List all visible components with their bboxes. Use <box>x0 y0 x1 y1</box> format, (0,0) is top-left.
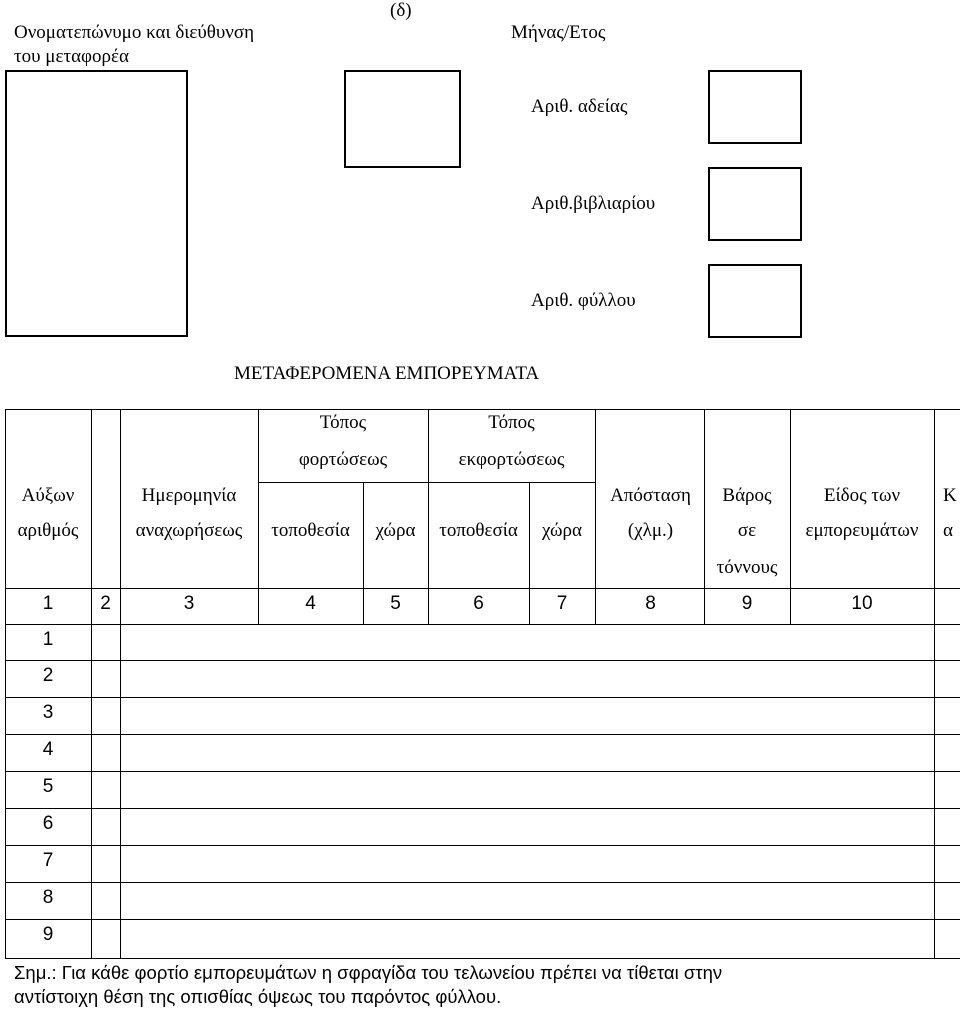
loading-country-header: χώρα <box>375 520 416 541</box>
table-row-divider <box>5 697 960 698</box>
section-title: ΜΕΤΑΦΕΡΟΜΕΝΑ ΕΜΠΟΡΕΥΜΑΤΑ <box>234 363 540 384</box>
weight-header-line2: σε <box>737 520 757 541</box>
month-year-box[interactable] <box>344 70 461 168</box>
row-number: 4 <box>42 739 54 760</box>
loading-place-header-line2: φορτώσεως <box>298 449 388 470</box>
table-row-divider <box>5 808 960 809</box>
table-border-bottom <box>5 958 960 959</box>
table-col-divider <box>790 409 791 624</box>
footnote-line1: Σημ.: Για κάθε φορτίο εμπορευμάτων η σφραγίδα του τελωνείου πρέπει να τίθεται στην <box>14 962 723 983</box>
place-subheader-divider <box>258 482 595 483</box>
row-number: 3 <box>42 702 54 723</box>
footnote-line2: αντίστοιχη θέση της οπισθίας όψεως του παρόντος φύλλου. <box>14 986 502 1007</box>
row-number: 5 <box>42 776 54 797</box>
table-row-divider <box>5 882 960 883</box>
column-number: 6 <box>473 593 484 614</box>
table-col-divider <box>704 409 705 624</box>
goods-type-header-line1: Είδος των <box>823 485 901 506</box>
table-row-divider <box>5 734 960 735</box>
weight-header-line3: τόννους <box>716 557 778 578</box>
carrier-label-line1: Ονοματεπώνυμο και διεύθυνση <box>14 22 255 43</box>
table-row-divider <box>5 845 960 846</box>
unloading-place-header-line1: Τόπος <box>488 412 535 433</box>
table-row-divider <box>5 919 960 920</box>
serial-number-header-line2: αριθμός <box>17 520 79 541</box>
column-number: 9 <box>741 593 753 614</box>
booklet-no-label: Αριθ.βιβλιαρίου <box>531 193 656 214</box>
sheet-no-box[interactable] <box>708 264 802 338</box>
column-number: 8 <box>645 593 656 614</box>
cut-off-header-line1: Κ <box>943 485 957 506</box>
carrier-name-address-box[interactable] <box>5 70 188 337</box>
booklet-no-box[interactable] <box>708 167 802 241</box>
table-header-bottom <box>5 588 960 589</box>
row-number: 8 <box>42 887 54 908</box>
table-row-divider <box>5 660 960 661</box>
loading-place-header-line1: Τόπος <box>319 412 367 433</box>
column-number: 10 <box>851 593 873 614</box>
sheet-no-label: Αριθ. φύλλου <box>531 290 636 311</box>
departure-date-header-line1: Ημερομηνία <box>141 485 237 506</box>
section-letter: (δ) <box>390 0 412 21</box>
table-col-divider <box>258 409 259 624</box>
weight-header-line1: Βάρος <box>722 485 772 506</box>
table-col-divider <box>91 409 92 958</box>
distance-header-line1: Απόσταση <box>610 485 691 506</box>
column-number: 7 <box>556 593 568 614</box>
table-col-divider <box>595 409 596 624</box>
departure-date-header-line2: αναχωρήσεως <box>135 520 243 541</box>
table-row-divider <box>5 771 960 772</box>
row-number: 1 <box>42 629 54 650</box>
table-border-top <box>5 409 960 410</box>
row-number: 9 <box>42 924 54 945</box>
month-year-label: Μήνας/Ετος <box>511 22 606 43</box>
loading-location-header: τοποθεσία <box>271 520 350 541</box>
table-row-divider <box>5 624 960 625</box>
column-number: 2 <box>100 593 111 614</box>
table-col-divider <box>934 409 935 958</box>
unloading-country-header: χώρα <box>542 520 582 541</box>
row-number: 6 <box>42 813 54 834</box>
distance-header-line2: (χλμ.) <box>627 520 674 541</box>
unloading-location-header: τοποθεσία <box>439 520 518 541</box>
column-number: 3 <box>183 593 195 614</box>
carrier-label-line2: του μεταφορέα <box>14 46 129 67</box>
column-number: 4 <box>305 593 316 614</box>
unloading-place-header-line2: εκφορτώσεως <box>458 449 565 470</box>
table-col-divider <box>428 409 429 624</box>
goods-type-header-line2: εμπορευμάτων <box>805 520 919 541</box>
row-number: 2 <box>42 665 54 686</box>
column-number: 5 <box>390 593 401 614</box>
license-no-label: Αριθ. αδείας <box>531 96 628 117</box>
serial-number-header-line1: Αύξων <box>21 485 75 506</box>
cut-off-header-line2: α <box>943 520 953 541</box>
license-no-box[interactable] <box>708 70 802 144</box>
row-number: 7 <box>42 850 54 871</box>
column-number: 1 <box>42 593 54 614</box>
